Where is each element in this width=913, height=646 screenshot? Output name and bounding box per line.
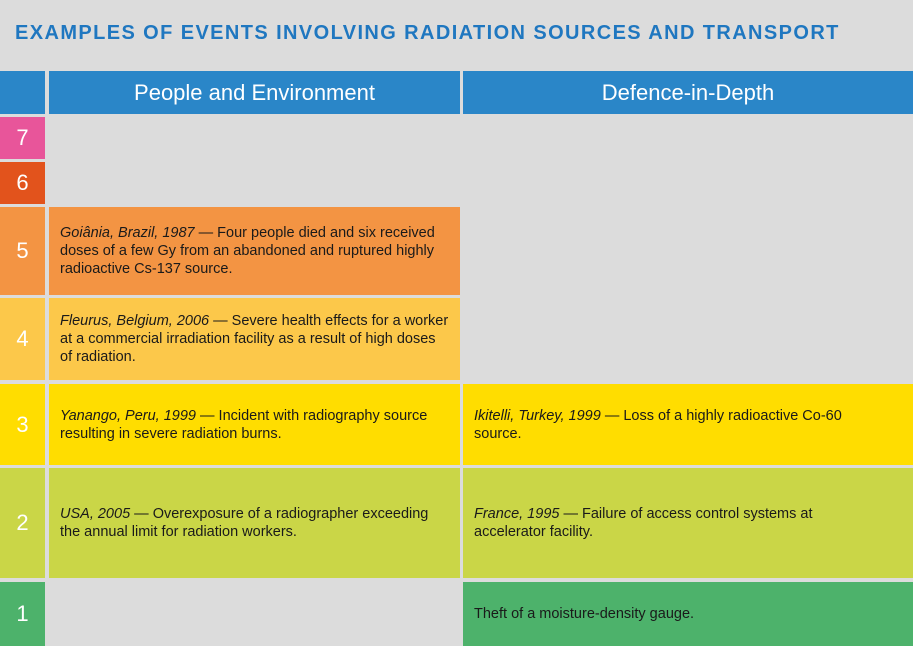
level-7-cell: 7: [0, 117, 45, 159]
people-environment-level-3-event: [49, 384, 460, 465]
page-title: EXAMPLES OF EVENTS INVOLVING RADIATION SOURCES AND TRANSPORT: [15, 22, 840, 44]
level-3-cell: 3: [0, 384, 45, 465]
event-place: Fleurus, Belgium, 2006: [60, 313, 210, 329]
people-environment-level-4-event: [49, 298, 460, 380]
people-environment-empty-levels-6-7: [49, 117, 460, 204]
level-1-cell: 1: [0, 582, 45, 646]
level-2-cell: 2: [0, 468, 45, 578]
event-place: Ikitelli, Turkey, 1999: [474, 407, 601, 424]
header-corner: [0, 71, 45, 114]
event-place: Goiânia, Brazil, 1987: [60, 225, 195, 241]
event-place: USA, 2005: [60, 506, 131, 522]
event-description: — Severe health effects for a worker at a commercial irradiation facility as a result of high doses of radiation.: [60, 313, 449, 365]
event-description: — Overexposure of a radiographer exceeding the annual limit for radiation workers.: [60, 506, 429, 540]
people-environment-level-5-event: [49, 207, 460, 295]
column-header-people-environment: People and Environment: [49, 71, 460, 114]
event-description: — Loss of a highly radioactive Co-60 source.: [474, 407, 842, 442]
defence-in-depth-empty-levels-4-7: [463, 117, 913, 380]
event-description: — Four people died and six received doses of a few Gy from an abandoned and ruptured highly radioactive Cs-137 source.: [60, 225, 435, 277]
event-place: France, 1995: [474, 506, 560, 522]
people-environment-empty-level-1: [49, 582, 460, 646]
level-4-cell: 4: [0, 298, 45, 380]
defence-in-depth-level-3-event: [463, 384, 913, 465]
event-description: Theft of a moisture-density gauge.: [474, 606, 695, 622]
defence-in-depth-level-1-event: [463, 582, 913, 646]
defence-in-depth-level-2-event: [463, 468, 913, 578]
level-5-cell: 5: [0, 207, 45, 295]
event-description: — Failure of access control systems at accelerator facility.: [474, 506, 813, 540]
event-place: Yanango, Peru, 1999: [60, 407, 196, 424]
event-description: — Incident with radiography source resulting in severe radiation burns.: [60, 407, 428, 442]
level-6-cell: 6: [0, 162, 45, 204]
people-environment-level-2-event: [49, 468, 460, 578]
column-header-defence-in-depth: Defence-in-Depth: [463, 71, 913, 114]
